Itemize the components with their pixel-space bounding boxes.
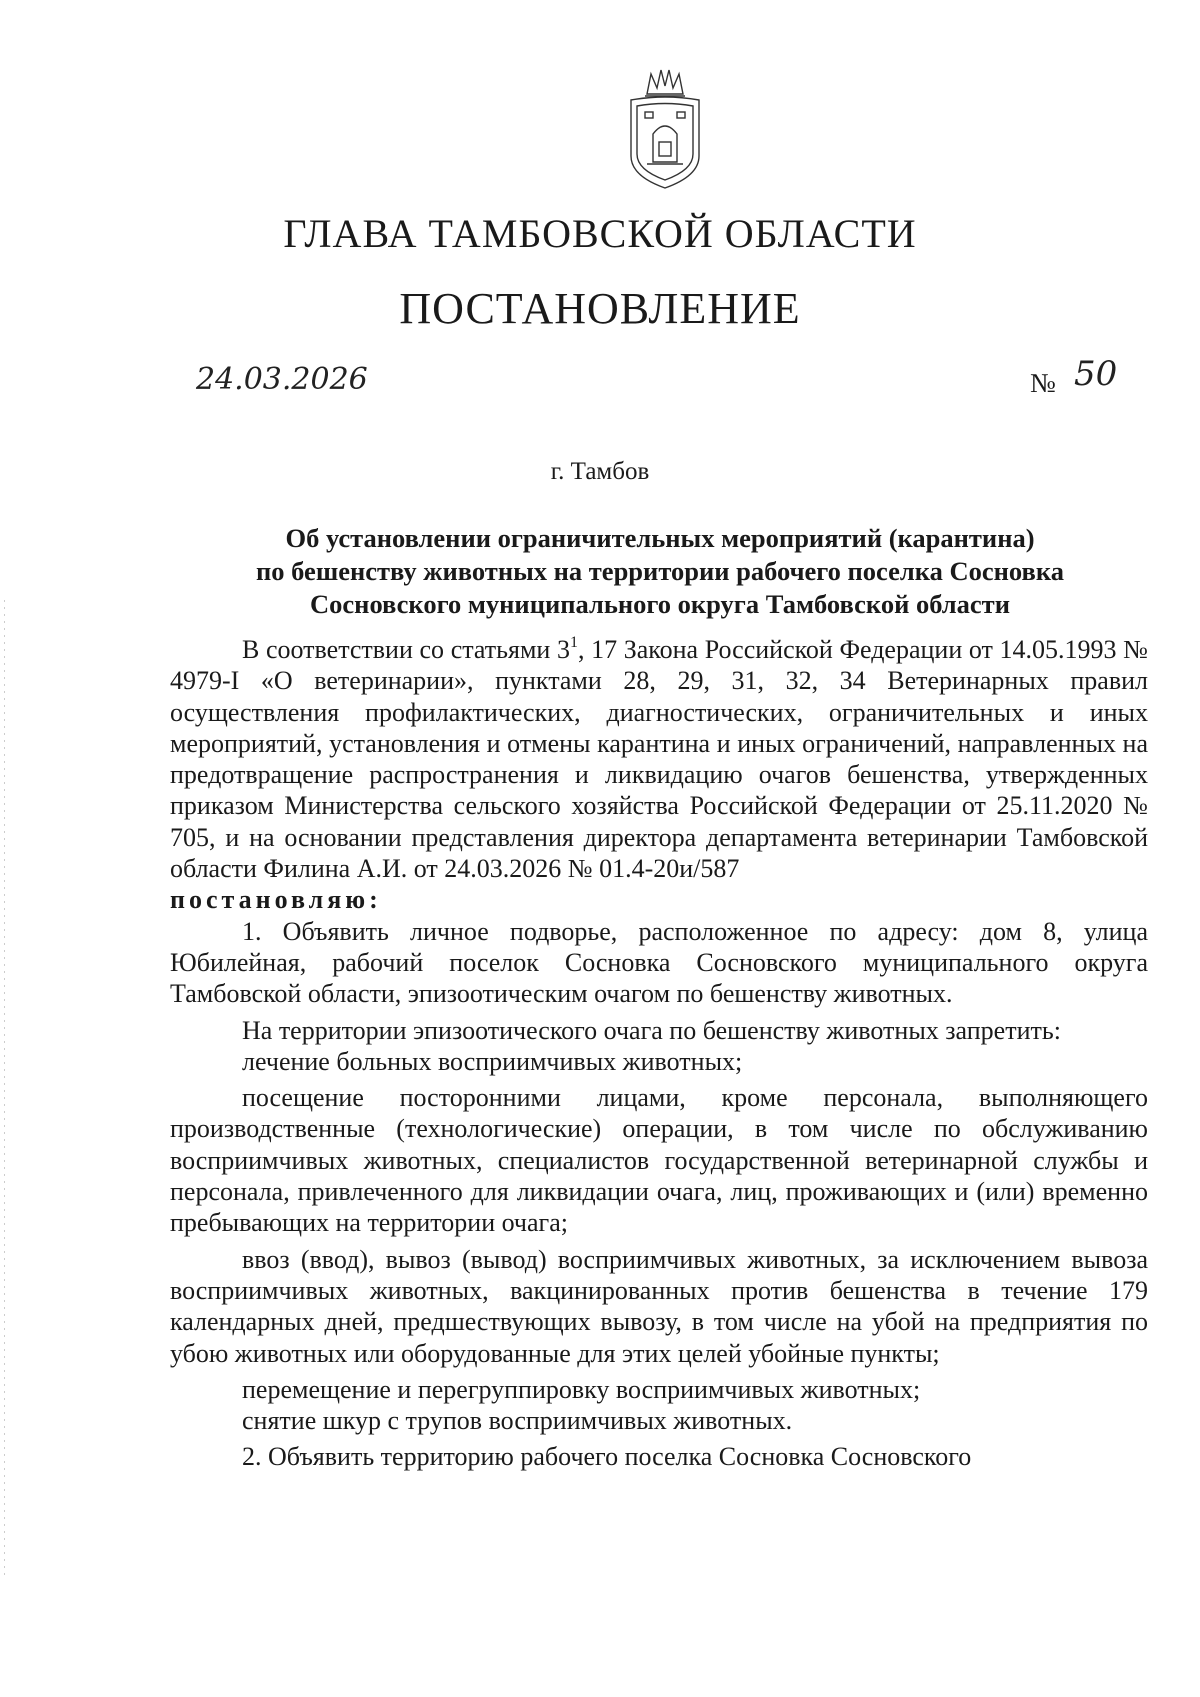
prohibition-item: перемещение и перегруппировку восприимчивых животных; [242, 1374, 921, 1404]
clause-1: 1. Объявить личное подворье, расположенное по адресу: дом 8, улица Юбилейная, рабочий поселок Сосновка Сосновского муниципального округа Тамбовской области, эпизоотическим очагом по бешенству животных. [170, 916, 1148, 1009]
document-date: 24.03.2026 [196, 362, 368, 397]
article-superscript: 1 [569, 634, 578, 651]
document-number: 50 [1074, 354, 1118, 394]
prohibition-item: ввоз (ввод), вывоз (вывод) восприимчивых животных, за исключением вывоза восприимчивых животных, вакцинированных против бешенства в течение 179 календарных дней, предшествующих вывозу, в том числе на убой на предприятия по убою животных или оборудованные для этих целей убойные пункты; [170, 1244, 1148, 1368]
prohibition-item: посещение посторонними лицами, кроме персонала, выполняющего производственные (технологические) операции, в том числе по обслуживанию восприимчивых животных, специалистов государственной ветеринарной службы и персонала, привлеченного для ликвидации очага, лиц, проживающих и (или) временно пребывающих на территории очага; [170, 1083, 1148, 1238]
document-city: г. Тамбов [550, 458, 650, 485]
number-label: № [1030, 368, 1056, 398]
resolve-word [170, 884, 1148, 915]
subject-line: Об установлении ограничительных мероприятий (карантина) [285, 523, 1035, 553]
coat-of-arms-icon [617, 64, 713, 192]
issuing-authority: ГЛАВА ТАМБОВСКОЙ ОБЛАСТИ [283, 211, 917, 256]
prohibition-item: снятие шкур с трупов восприимчивых животных. [242, 1406, 793, 1436]
subject-line: по бешенству животных на территории рабочего поселка Сосновка [256, 556, 1064, 586]
clause-2: 2. Объявить территорию рабочего поселка Сосновка Сосновского [242, 1442, 972, 1472]
preamble-text-cont: , 17 Закона Российской Федерации от 14.05.1993 № 4979-I «О ветеринарии», пунктами 28, 29, 31, 32, 34 Ветеринарных правил осуществления профилактических, диагностических, ограничительных и иных мероприятий, установления и отмены карантина и иных ограничений, направленных на предотвращение распространения и ликвидацию очагов бешенства, утвержденных приказом Министерства сельского хозяйства Российской Федерации от 25.11.2020 № 705, и на основании представления директора департамента ветеринарии Тамбовской области Филина А.И. от 24.03.2026 № 01.4-20и/587 [170, 635, 1148, 884]
prohibitions-intro: На территории эпизоотического очага по бешенству животных запретить: [242, 1015, 1061, 1045]
document-subject [180, 522, 1140, 621]
subject-line: Сосновского муниципального округа Тамбовской области [310, 589, 1010, 619]
document-type: ПОСТАНОВЛЕНИЕ [399, 284, 801, 333]
scan-artifact [4, 600, 5, 1580]
preamble-paragraph [170, 634, 1148, 884]
resolve-text: постановляю: [170, 885, 382, 915]
preamble-text: В соответствии со статьями 3 [242, 635, 570, 664]
document-body [170, 634, 1148, 1473]
prohibition-item: лечение больных восприимчивых животных; [242, 1046, 743, 1076]
